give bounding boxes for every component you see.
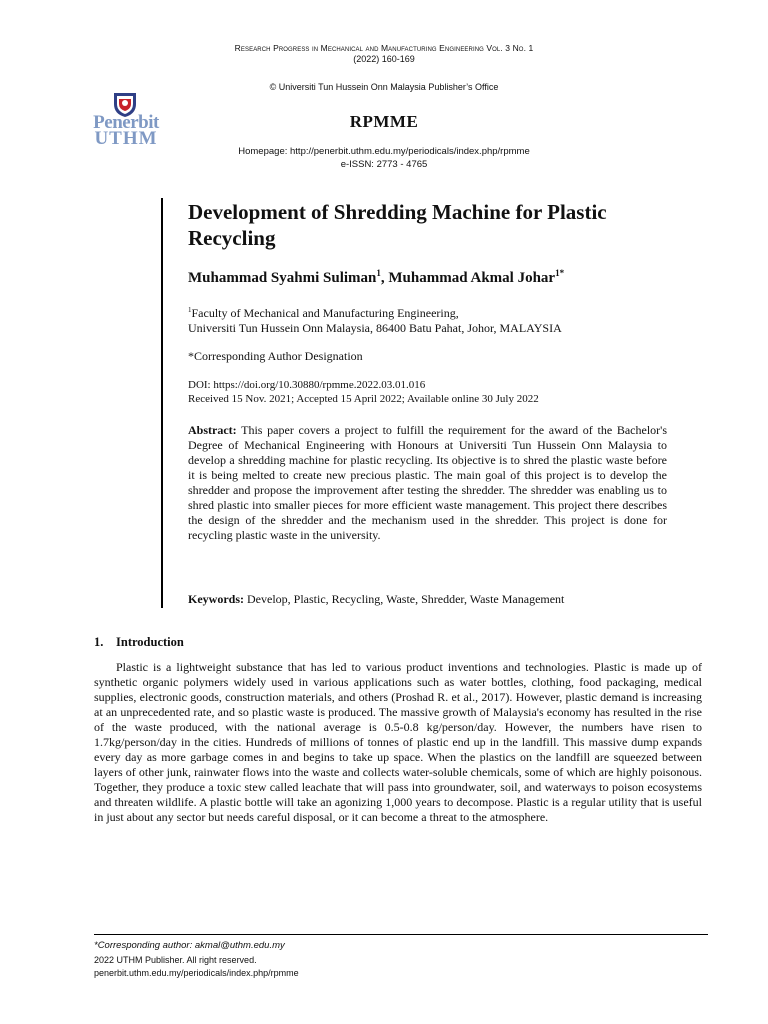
publisher-office: © Universiti Tun Hussein Onn Malaysia Publisher’s Office [269, 82, 499, 92]
abstract-text: This paper covers a project to fulfill the requirement for the award of the Bachelor's Degree of Mechanical Engineering with Honours at Universiti Tun Hussein Onn Malaysia to develop a shredding machine for plastic recycling. Its objective is to shred the plastic waste before it is being melted to create new precious plastic. The main goal of this project is to develop the shredder and propose the improvement after testing the shredder. The shredder was enabling us to shred plastic into smaller pieces for more efficient waste management. This project there describes the design of the shredder and the mechanism used in the shredder. This project is done for recycling plastic waste in the university. [188, 423, 667, 542]
journal-abbrev: RPMME [349, 112, 419, 131]
corresponding-author-designation: *Corresponding Author Designation [188, 349, 363, 363]
author-list [188, 268, 708, 287]
journal-year-pages: (2022) 160-169 [353, 54, 415, 64]
affiliation [188, 303, 708, 336]
affiliation-line: Universiti Tun Hussein Onn Malaysia, 86400 Batu Pahat, Johor, MALAYSIA [188, 321, 562, 335]
author-affiliation-mark: 1* [555, 268, 565, 278]
keywords-label: Keywords: [188, 592, 244, 606]
section-number: 1. [94, 635, 104, 649]
paper-title: Development of Shredding Machine for Plastic Recycling [188, 200, 607, 250]
affiliation-line: Faculty of Mechanical and Manufacturing Engineering, [191, 306, 459, 320]
author-separator: , [380, 270, 389, 286]
section-title: Introduction [116, 635, 184, 649]
logo-text-penerbit: Penerbit [93, 112, 159, 133]
footer-url[interactable]: penerbit.uthm.edu.my/periodicals/index.php/rpmme [94, 968, 299, 978]
footer-corresponding-email: *Corresponding author: akmal@uthm.edu.my [94, 940, 285, 951]
author-name: Muhammad Syahmi Suliman [188, 270, 377, 286]
issn: e-ISSN: 2773 - 4765 [340, 159, 428, 170]
keywords [188, 592, 564, 607]
footer-divider [94, 934, 708, 935]
affiliation-mark: 1 [188, 306, 192, 314]
keywords-text: Develop, Plastic, Recycling, Waste, Shredder, Waste Management [244, 592, 565, 606]
article-dates: Received 15 Nov. 2021; Accepted 15 April 2022; Available online 30 July 2022 [188, 393, 539, 405]
abstract-label: Abstract: [188, 423, 237, 437]
section-heading [94, 635, 184, 650]
author-affiliation-mark: 1 [376, 268, 381, 278]
title-block-rule [161, 198, 163, 608]
author-name: Muhammad Akmal Johar [388, 270, 556, 286]
logo-text-uthm: UTHM [94, 128, 158, 149]
homepage-link[interactable]: Homepage: http://penerbit.uthm.edu.my/periodicals/index.php/rpmme [238, 146, 530, 157]
doi-and-dates [188, 378, 539, 406]
introduction-paragraph: Plastic is a lightweight substance that has led to various product inventions and technologies. Plastic is made up of synthetic organic polymers widely used in various applications such as water bottles, clothing, food packaging, medical supplies, electronic goods, construction materials, and others (Proshad R. et al., 2017). However, plastic demand is increasing at an unprecedented rate, and so plastic waste is produced. The massive growth of Malaysia's economy has resulted in the rise of the waste produced, with the national average is 0.5-0.8 kg/person/day. However, the numbers have risen to 1.7kg/person/day in the cities. Hundreds of millions of tonnes of plastic end up in the landfill. This massive dump expands every day as more garbage comes in and begins to take up space. When the plastics on the landfill are squeezed between layers of other junk, rainwater flows into the waste and collects water-soluble chemicals, some of which are highly poisonous. Together, they produce a toxic stew called leachate that will pass into groundwater, soil, and waterways to poison ecosystems and threaten wildlife. A plastic bottle will take an agonizing 1,000 years to decompose. Plastic is a regular utility that is useful in just about any sector but needs careful disposal, or it can become a threat to the atmosphere. [94, 660, 702, 825]
journal-name: Research Progress in Mechanical and Manufacturing Engineering Vol. 3 No. 1 [234, 43, 534, 53]
doi-link[interactable]: DOI: https://doi.org/10.30880/rpmme.2022.03.01.016 [188, 379, 426, 391]
abstract [188, 423, 667, 543]
footer-copyright: 2022 UTHM Publisher. All right reserved. [94, 955, 257, 965]
